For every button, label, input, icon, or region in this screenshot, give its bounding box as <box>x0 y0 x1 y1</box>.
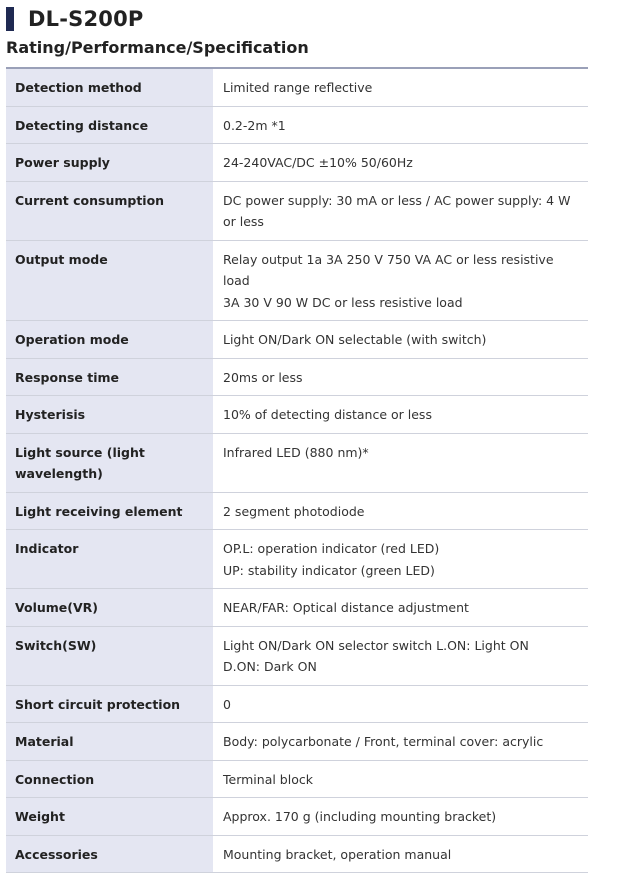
spec-label: Response time <box>6 358 213 396</box>
spec-value-line: 24-240VAC/DC ±10% 50/60Hz <box>223 155 413 170</box>
spec-row <box>6 723 588 761</box>
spec-row <box>6 396 588 434</box>
spec-value-line: Infrared LED (880 nm)* <box>223 444 369 460</box>
spec-value-line: 20ms or less <box>223 369 303 385</box>
spec-row <box>6 492 588 530</box>
spec-value-line: NEAR/FAR: Optical distance adjustment <box>223 600 469 615</box>
spec-row <box>6 530 588 589</box>
spec-value <box>213 396 588 434</box>
spec-value-line: 0 <box>223 696 231 712</box>
title-accent-bar <box>6 7 14 31</box>
spec-value <box>213 68 588 106</box>
spec-label: Output mode <box>6 240 213 321</box>
spec-value-line: Light ON/Dark ON selector switch L.ON: Light ON <box>223 637 529 653</box>
spec-value-line: Terminal block <box>223 771 313 787</box>
spec-value <box>213 144 588 182</box>
spec-table-body <box>6 68 588 873</box>
spec-label: Power supply <box>6 144 213 182</box>
spec-row <box>6 685 588 723</box>
section-title: Rating/Performance/Specification <box>6 38 309 57</box>
spec-value-line: OP.L: operation indicator (red LED) <box>223 541 440 556</box>
spec-value-line: DC power supply: 30 mA or less / AC power supply: 4 W or less <box>223 192 571 229</box>
spec-value-line: Relay output 1a 3A 250 V 750 VA AC or less resistive load <box>223 251 554 288</box>
spec-label: Accessories <box>6 835 213 873</box>
spec-label: Hysterisis <box>6 396 213 434</box>
spec-value <box>213 181 588 240</box>
spec-row <box>6 433 588 492</box>
spec-value-line: 3A 30 V 90 W DC or less resistive load <box>223 294 463 310</box>
spec-value <box>213 626 588 685</box>
spec-value <box>213 358 588 396</box>
spec-value-line: Light ON/Dark ON selectable (with switch) <box>223 332 487 347</box>
page-title: DL-S200P <box>28 7 144 31</box>
spec-row <box>6 144 588 182</box>
spec-label: Detection method <box>6 68 213 106</box>
spec-value <box>213 685 588 723</box>
spec-label: Short circuit protection <box>6 685 213 723</box>
spec-row <box>6 358 588 396</box>
spec-value <box>213 760 588 798</box>
spec-value <box>213 723 588 761</box>
spec-row <box>6 589 588 627</box>
spec-value <box>213 433 588 492</box>
spec-value <box>213 589 588 627</box>
spec-value-line: Limited range reflective <box>223 80 373 95</box>
spec-value-line: Mounting bracket, operation manual <box>223 846 452 862</box>
spec-value-line: UP: stability indicator (green LED) <box>223 562 435 578</box>
spec-label: Volume(VR) <box>6 589 213 627</box>
spec-row <box>6 240 588 321</box>
spec-value <box>213 835 588 873</box>
spec-row <box>6 181 588 240</box>
spec-row <box>6 106 588 144</box>
spec-label: Light receiving element <box>6 492 213 530</box>
spec-value-line: 10% of detecting distance or less <box>223 407 432 422</box>
spec-label: Current consumption <box>6 181 213 240</box>
spec-table <box>6 67 588 873</box>
spec-value <box>213 240 588 321</box>
spec-value <box>213 321 588 359</box>
spec-label: Light source (light wavelength) <box>6 433 213 492</box>
spec-value-line: Body: polycarbonate / Front, terminal cover: acrylic <box>223 734 544 749</box>
spec-value <box>213 106 588 144</box>
spec-value-line: D.ON: Dark ON <box>223 659 317 674</box>
spec-row <box>6 835 588 873</box>
spec-value <box>213 530 588 589</box>
spec-value <box>213 798 588 836</box>
spec-label: Material <box>6 723 213 761</box>
spec-label: Weight <box>6 798 213 836</box>
spec-label: Indicator <box>6 530 213 589</box>
spec-value-line: 2 segment photodiode <box>223 503 365 519</box>
spec-label: Operation mode <box>6 321 213 359</box>
spec-row <box>6 626 588 685</box>
spec-row <box>6 798 588 836</box>
page-header <box>6 6 143 32</box>
spec-label: Connection <box>6 760 213 798</box>
spec-label: Detecting distance <box>6 106 213 144</box>
spec-value-line: 0.2-2m *1 <box>223 117 286 133</box>
spec-value-line: Approx. 170 g (including mounting bracket) <box>223 809 497 824</box>
spec-value <box>213 492 588 530</box>
spec-row <box>6 760 588 798</box>
spec-row <box>6 321 588 359</box>
spec-label: Switch(SW) <box>6 626 213 685</box>
spec-row <box>6 68 588 106</box>
